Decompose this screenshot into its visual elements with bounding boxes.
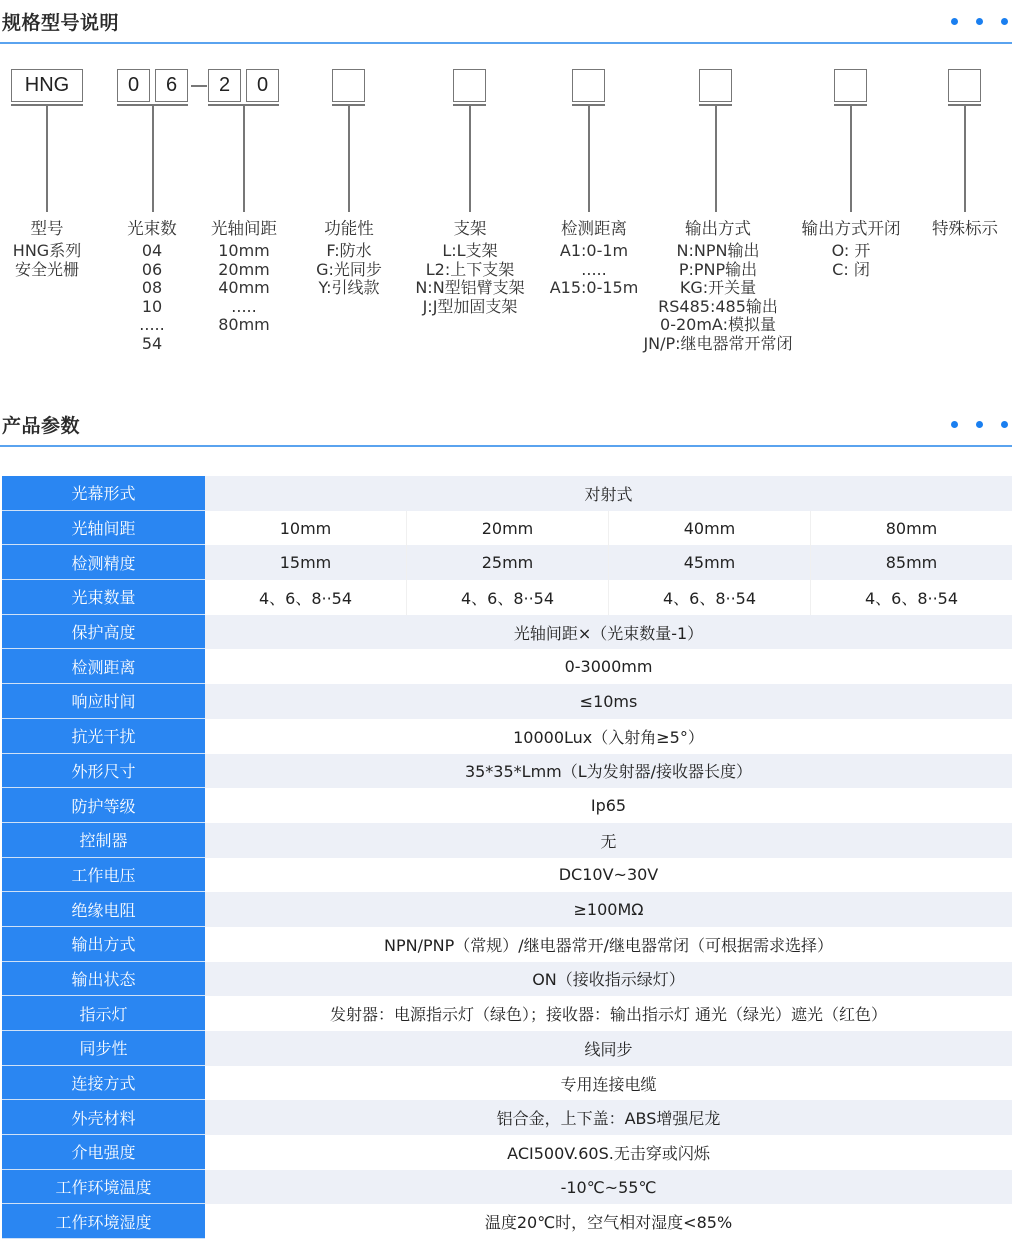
table-row bbox=[2, 476, 1012, 511]
table-row bbox=[2, 719, 1012, 754]
table-row bbox=[2, 1135, 1012, 1170]
dash-separator bbox=[191, 85, 207, 87]
row-label: 工作环境湿度 bbox=[2, 1204, 205, 1239]
row-label: 检测精度 bbox=[2, 545, 205, 580]
row-cell: 15mm bbox=[205, 545, 407, 580]
section-header-model bbox=[0, 0, 1012, 46]
connector-line bbox=[964, 105, 966, 212]
table-row bbox=[2, 649, 1012, 684]
connector-line bbox=[243, 105, 245, 212]
code-box-pitch-1: 2 bbox=[208, 69, 241, 102]
connector-line bbox=[588, 105, 590, 212]
row-label: 光幕形式 bbox=[2, 476, 205, 511]
table-row bbox=[2, 788, 1012, 823]
diagram-col-output: 输出方式 N:NPN输出 P:PNP输出 KG:开关量 RS485:485输出 0-20mA:模拟量 JN/P:继电器常开常闭 bbox=[643, 219, 793, 353]
row-label: 输出方式 bbox=[2, 927, 205, 962]
row-label: 响应时间 bbox=[2, 684, 205, 719]
row-label: 光束数量 bbox=[2, 580, 205, 615]
table-row bbox=[2, 1066, 1012, 1101]
row-label: 连接方式 bbox=[2, 1066, 205, 1101]
row-value: ACI500V.60S.无击穿或闪烁 bbox=[507, 1143, 710, 1163]
code-box-output bbox=[699, 69, 732, 102]
row-cell: 80mm bbox=[885, 518, 938, 538]
row-value: DC10V~30V bbox=[558, 865, 659, 885]
row-label: 防护等级 bbox=[2, 788, 205, 823]
row-value: 0-3000mm bbox=[564, 657, 653, 677]
table-row bbox=[2, 892, 1012, 927]
row-label: 工作电压 bbox=[2, 858, 205, 893]
params-table bbox=[2, 476, 1012, 1239]
connector-line bbox=[348, 105, 350, 212]
table-row bbox=[2, 962, 1012, 997]
diagram-col-model: 型号 HNG系列 安全光栅 bbox=[12, 219, 82, 279]
table-row bbox=[2, 615, 1012, 650]
row-label: 光轴间距 bbox=[2, 511, 205, 546]
section-title: 产品参数 bbox=[2, 415, 81, 437]
row-value: Ip65 bbox=[590, 796, 627, 816]
row-label: 绝缘电阻 bbox=[2, 892, 205, 927]
code-box-function bbox=[332, 69, 365, 102]
connector-line bbox=[46, 105, 48, 212]
row-value: ≤10ms bbox=[205, 684, 1012, 719]
row-value: NPN/PNP（常规）/继电器常开/继电器常闭（可根据需求选择） bbox=[383, 935, 834, 955]
row-value: 35*35*Lmm（L为发射器/接收器长度） bbox=[205, 754, 1012, 789]
connector-line bbox=[850, 105, 852, 212]
row-cell: 20mm bbox=[407, 511, 609, 546]
table-row bbox=[2, 1204, 1012, 1239]
code-box-prefix: HNG bbox=[11, 69, 83, 102]
row-cell: 25mm bbox=[407, 545, 609, 580]
table-row bbox=[2, 823, 1012, 858]
code-box-bracket bbox=[453, 69, 486, 102]
diagram-col-bracket: 支架 L:L支架 L2:上下支架 N:N型铝臂支架 J:J型加固支架 bbox=[415, 219, 525, 316]
code-box-beams-1: 0 bbox=[117, 69, 150, 102]
diagram-col-output-switch: 输出方式开闭 O: 开 C: 闭 bbox=[801, 219, 901, 279]
row-value: 铝合金，上下盖：ABS增强尼龙 bbox=[205, 1100, 1012, 1135]
table-row bbox=[2, 927, 1012, 962]
row-cell: 4、6、8··54 bbox=[609, 580, 811, 615]
diagram-col-special: 特殊标示 bbox=[932, 219, 998, 238]
diagram-col-function: 功能性 F:防水 G:光同步 Y:引线款 bbox=[316, 219, 382, 297]
row-value: 10000Lux（入射角≥5°） bbox=[513, 727, 704, 747]
divider bbox=[0, 42, 1012, 44]
row-cell: 45mm bbox=[609, 545, 811, 580]
code-box-output-switch bbox=[834, 69, 867, 102]
connector-line bbox=[715, 105, 717, 212]
row-cell: 4、6、8··54 bbox=[407, 580, 609, 615]
row-value: 无 bbox=[205, 823, 1012, 858]
table-row bbox=[2, 511, 1012, 546]
row-value: 光轴间距×（光束数量-1） bbox=[205, 615, 1012, 650]
row-label: 指示灯 bbox=[2, 996, 205, 1031]
row-label: 介电强度 bbox=[2, 1135, 205, 1170]
diagram-col-beams: 光束数 04 06 08 10 ..... 54 bbox=[127, 219, 177, 353]
row-cell: 85mm bbox=[811, 545, 1012, 580]
row-value: 发射器：电源指示灯（绿色）；接收器：输出指示灯 通光（绿光）遮光（红色） bbox=[329, 1005, 888, 1025]
section-title: 规格型号说明 bbox=[2, 12, 120, 34]
table-row bbox=[2, 580, 1012, 615]
connector-line bbox=[152, 105, 154, 212]
more-dots-icon bbox=[951, 421, 1008, 428]
code-box-special bbox=[948, 69, 981, 102]
table-row bbox=[2, 684, 1012, 719]
divider bbox=[0, 445, 1012, 447]
row-label: 工作环境温度 bbox=[2, 1170, 205, 1205]
row-value: 专用连接电缆 bbox=[560, 1074, 657, 1094]
row-label: 输出状态 bbox=[2, 962, 205, 997]
row-value: -10℃~55℃ bbox=[205, 1170, 1012, 1205]
row-label: 同步性 bbox=[2, 1031, 205, 1066]
row-value: 温度20℃时，空气相对湿度<85% bbox=[484, 1213, 733, 1233]
row-label: 控制器 bbox=[2, 823, 205, 858]
table-row bbox=[2, 754, 1012, 789]
table-row bbox=[2, 996, 1012, 1031]
row-cell: 4、6、8··54 bbox=[205, 580, 407, 615]
connector-line bbox=[469, 105, 471, 212]
code-box-distance bbox=[572, 69, 605, 102]
row-label: 外形尺寸 bbox=[2, 754, 205, 789]
diagram-col-pitch: 光轴间距 10mm 20mm 40mm ..... 80mm bbox=[211, 219, 277, 334]
table-row bbox=[2, 545, 1012, 580]
more-dots-icon bbox=[951, 18, 1008, 25]
table-row bbox=[2, 1031, 1012, 1066]
row-value: 线同步 bbox=[205, 1031, 1012, 1066]
code-box-beams-2: 6 bbox=[155, 69, 188, 102]
row-label: 抗光干扰 bbox=[2, 719, 205, 754]
row-value: 对射式 bbox=[205, 476, 1012, 511]
table-row bbox=[2, 1170, 1012, 1205]
row-cell: 40mm bbox=[609, 511, 811, 546]
row-cell: 10mm bbox=[205, 511, 407, 546]
row-cell: 4、6、8··54 bbox=[864, 588, 959, 608]
row-label: 检测距离 bbox=[2, 649, 205, 684]
row-label: 保护高度 bbox=[2, 615, 205, 650]
row-value: ≥100MΩ bbox=[205, 892, 1012, 927]
diagram-col-distance: 检测距离 A1:0-1m ..... A15:0-15m bbox=[549, 219, 639, 297]
row-label: 外壳材料 bbox=[2, 1100, 205, 1135]
row-value: ON（接收指示绿灯） bbox=[205, 962, 1012, 997]
section-header-params bbox=[0, 403, 1012, 449]
table-row bbox=[2, 858, 1012, 893]
table-row bbox=[2, 1100, 1012, 1135]
code-box-pitch-2: 0 bbox=[246, 69, 279, 102]
